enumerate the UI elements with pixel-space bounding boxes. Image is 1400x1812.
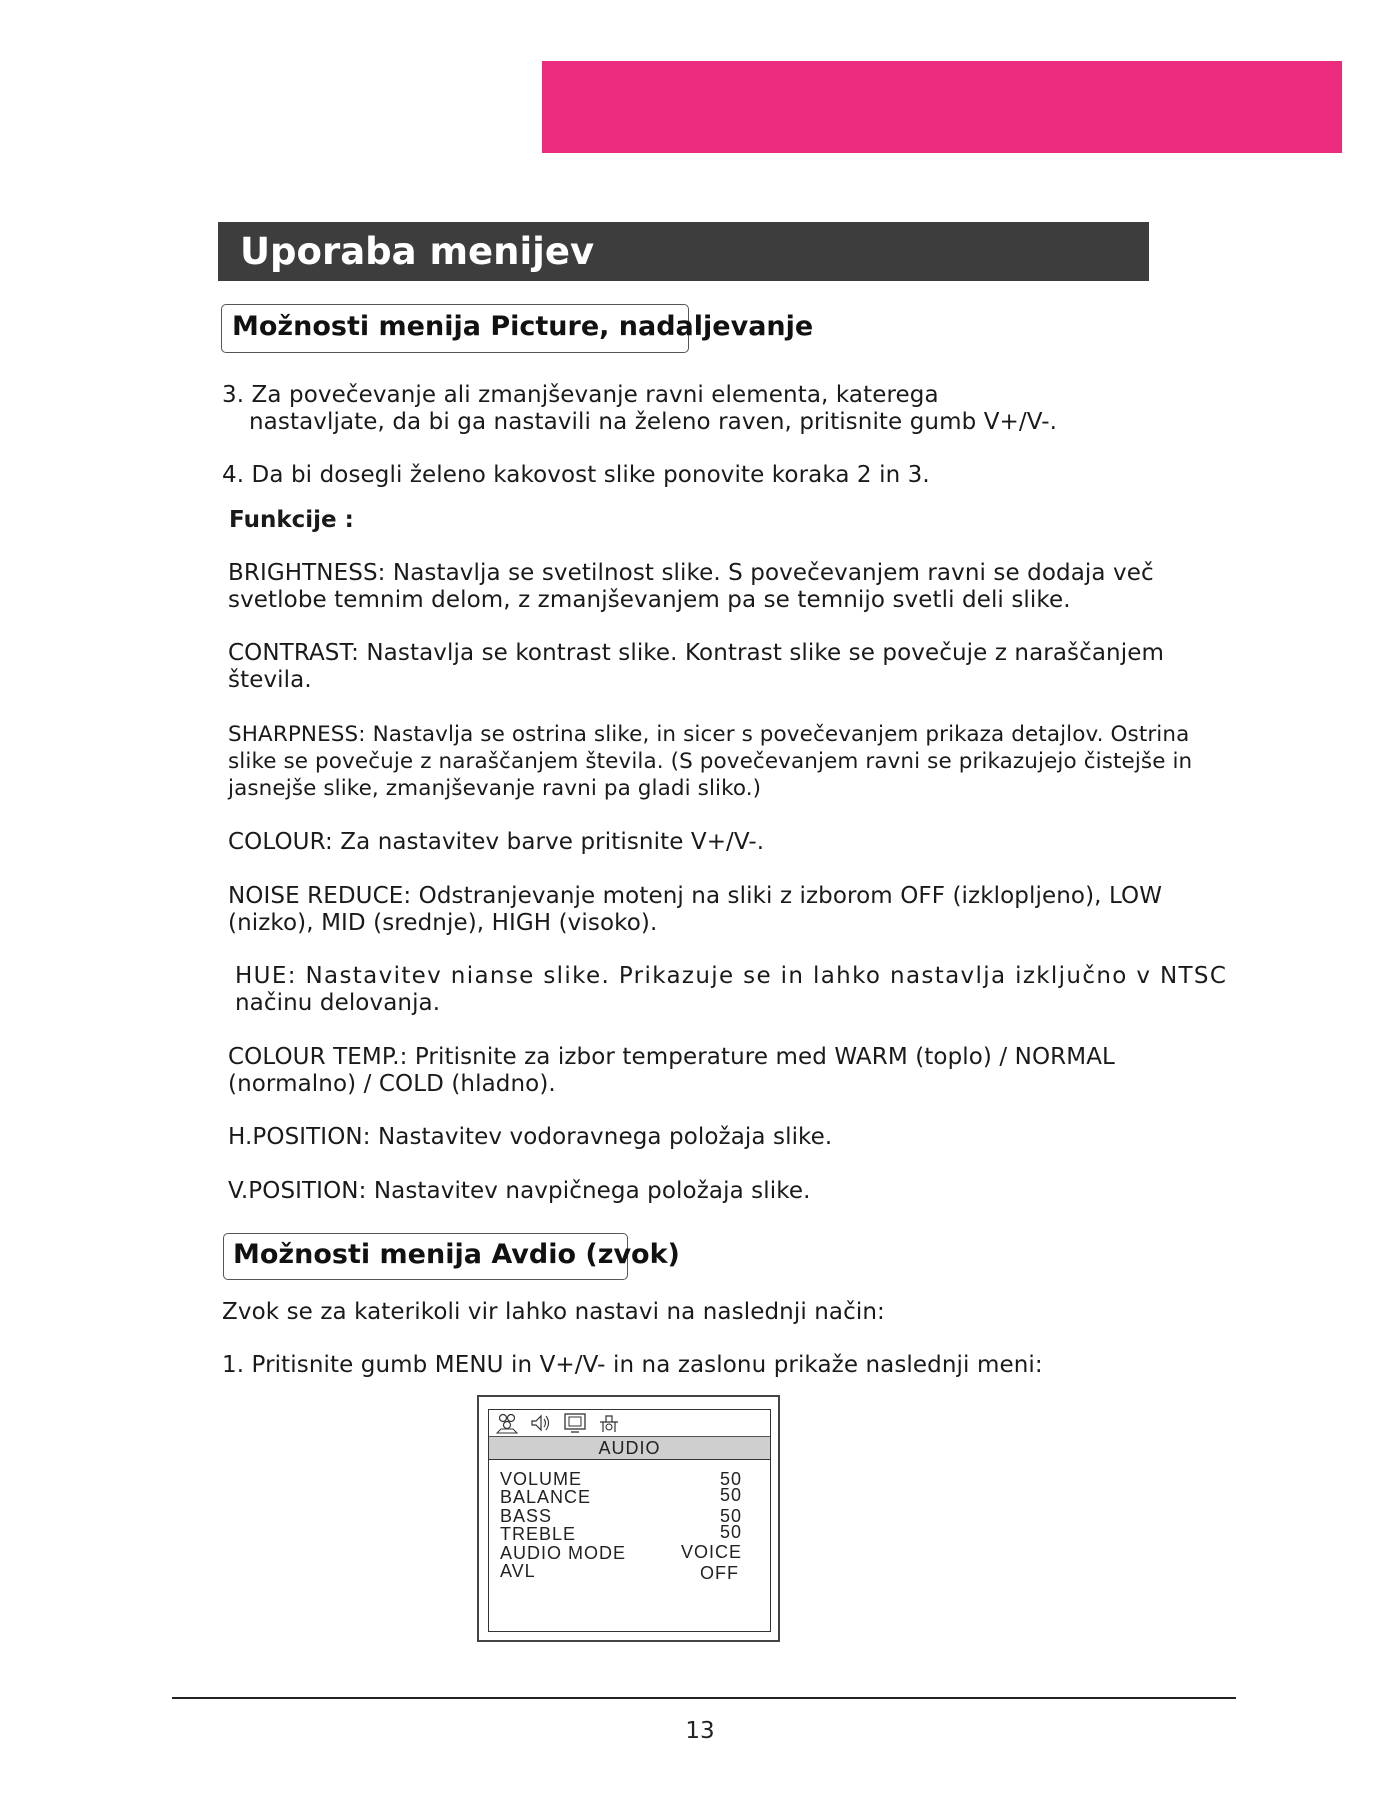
h-position-desc: H.POSITION: Nastavitev vodoravnega položaja slike. [228, 1124, 833, 1150]
osd-screen [488, 1409, 771, 1632]
picture-icon [495, 1412, 519, 1434]
step-3 [222, 382, 1057, 436]
sharpness-line-1: SHARPNESS: Nastavlja se ostrina slike, in sicer s povečevanjem prikaza detajlov. Ostrina [228, 722, 1190, 747]
osd-value: 50 [719, 1522, 742, 1542]
osd-value: 50 [719, 1506, 742, 1526]
contrast-line-2: števila. [228, 667, 312, 693]
functions-label: Funkcije : [229, 507, 354, 533]
section-title-picture: Možnosti menija Picture, nadaljevanje [232, 311, 814, 342]
colour-temp-line-1: COLOUR TEMP.: Pritisnite za izbor temperature med WARM (toplo) / NORMAL [228, 1044, 1115, 1070]
speaker-icon [529, 1412, 553, 1434]
footer-rule [172, 1697, 1236, 1699]
page-title: Uporaba menijev [218, 222, 1149, 281]
brightness-line-1: BRIGHTNESS: Nastavlja se svetilnost slike. S povečevanjem ravni se dodaja več [228, 560, 1154, 586]
page-number: 13 [685, 1718, 715, 1744]
contrast-line-1: CONTRAST: Nastavlja se kontrast slike. Kontrast slike se povečuje z naraščanjem [228, 640, 1164, 666]
step-3-line-2: nastavljate, da bi ga nastavili na želeno raven, pritisnite gumb V+/V-. [249, 409, 1058, 435]
hue-desc [235, 963, 1228, 1017]
sharpness-line-3: jasnejše slike, zmanjševanje ravni pa gladi sliko.) [228, 776, 762, 801]
osd-value: 50 [719, 1485, 742, 1505]
settings-icon [597, 1412, 621, 1434]
osd-menu-title: AUDIO [489, 1437, 770, 1459]
audio-intro: Zvok se za katerikoli vir lahko nastavi na naslednji način: [222, 1299, 885, 1325]
contrast-desc [228, 640, 1164, 694]
osd-label: AUDIO MODE [500, 1543, 627, 1563]
osd-label: AVL [500, 1561, 536, 1581]
osd-label: TREBLE [500, 1524, 577, 1544]
section-title-audio: Možnosti menija Avdio (zvok) [233, 1239, 680, 1270]
colour-desc: COLOUR: Za nastavitev barve pritisnite V+/V-. [228, 829, 765, 855]
audio-step-1: 1. Pritisnite gumb MENU in V+/V- in na zaslonu prikaže naslednji meni: [222, 1352, 1043, 1378]
v-position-desc: V.POSITION: Nastavitev navpičnega položaja slike. [228, 1178, 811, 1204]
osd-label: VOLUME [500, 1469, 583, 1489]
osd-label: BASS [500, 1506, 553, 1526]
noise-line-1: NOISE REDUCE: Odstranjevanje motenj na sliki z izborom OFF (izklopljeno), LOW [228, 883, 1163, 909]
osd-audio-menu [477, 1395, 780, 1642]
header-accent-bar [542, 61, 1342, 153]
brightness-desc [228, 560, 1154, 614]
colour-temp-line-2: (normalno) / COLD (hladno). [228, 1071, 556, 1097]
osd-value: VOICE [680, 1542, 742, 1562]
step-4: 4. Da bi dosegli želeno kakovost slike ponovite koraka 2 in 3. [222, 462, 930, 488]
osd-icon-row [489, 1410, 770, 1437]
sharpness-line-2: slike se povečuje z naraščanjem števila. (S povečevanjem ravni se prikazujejo čistejše in [228, 749, 1193, 774]
sharpness-desc [228, 721, 1192, 802]
monitor-icon [563, 1412, 587, 1434]
noise-line-2: (nizko), MID (srednje), HIGH (visoko). [228, 910, 658, 936]
colour-temp-desc [228, 1044, 1115, 1098]
osd-label: BALANCE [500, 1487, 592, 1507]
osd-item-list [489, 1459, 770, 1632]
hue-line-2: načinu delovanja. [235, 990, 441, 1016]
osd-value: OFF [700, 1563, 739, 1583]
hue-line-1: HUE: Nastavitev nianse slike. Prikazuje se in lahko nastavlja izključno v NTSC [235, 963, 1228, 989]
brightness-line-2: svetlobe temnim delom, z zmanjševanjem pa se temnijo svetli deli slike. [228, 587, 1071, 613]
step-3-line-1: 3. Za povečevanje ali zmanjševanje ravni elementa, katerega [222, 382, 939, 408]
osd-value: 50 [719, 1469, 742, 1489]
noise-reduce-desc [228, 883, 1162, 937]
